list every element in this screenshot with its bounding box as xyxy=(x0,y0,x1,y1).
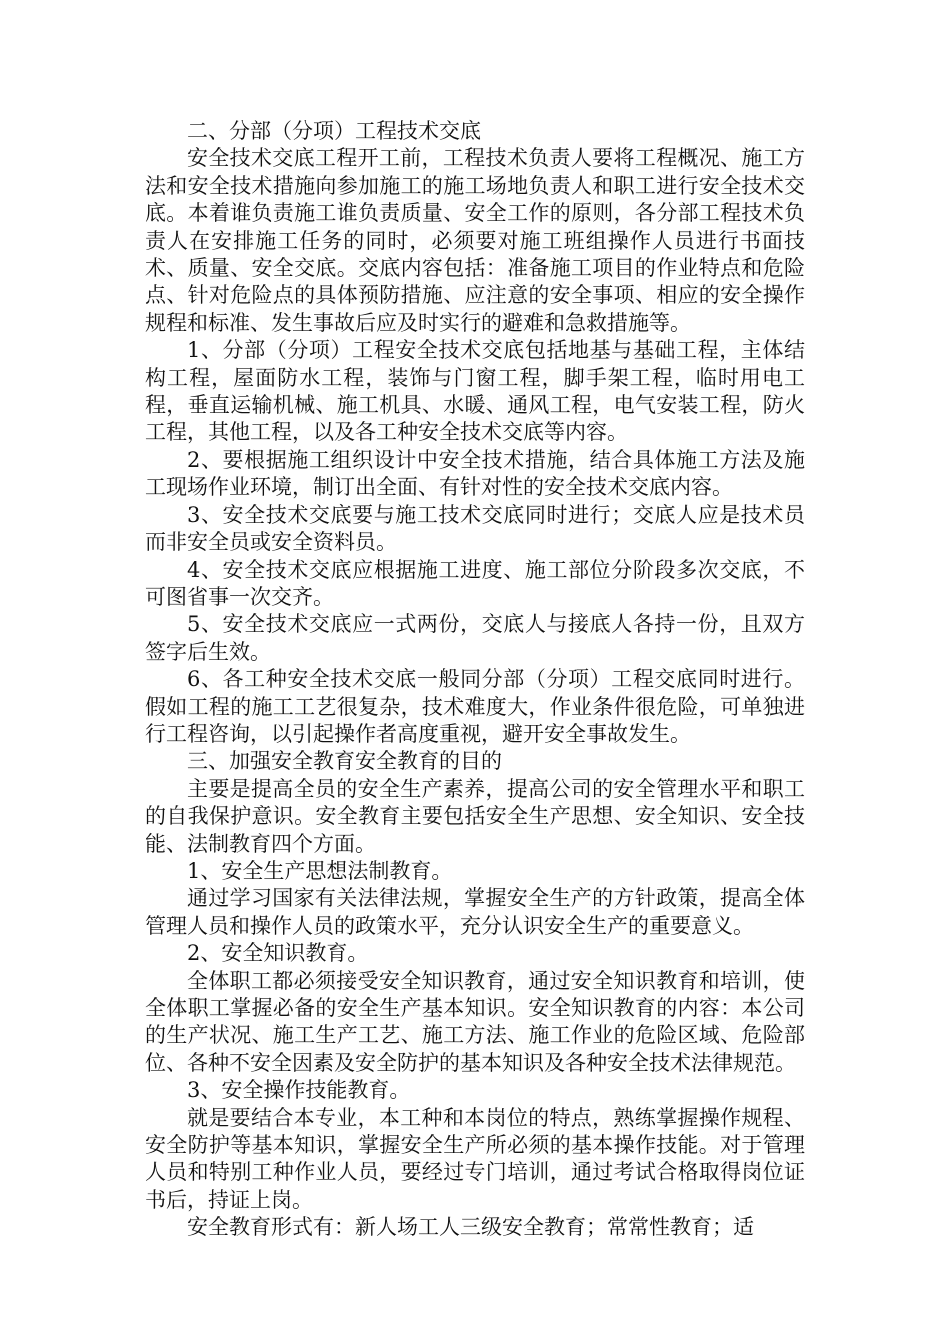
list-item-briefing-1: 1、分部（分项）工程安全技术交底包括地基与基础工程，主体结构工程，屋面防水工程，装饰与门窗工程，脚手架工程，临时用电工程，垂直运输机械、施工机具、水暖、通风工程，电气安装工程，防火工程，其他工程，以及各工种安全技术交底等内容。 xyxy=(145,338,805,445)
paragraph-education-purpose: 主要是提高全员的安全生产素养，提高公司的安全管理水平和职工的自我保护意识。安全教育主要包括安全生产思想、安全知识、安全技能、法制教育四个方面。 xyxy=(145,776,805,856)
list-item-briefing-5: 5、安全技术交底应一式两份，交底人与接底人各持一份，且双方签字后生效。 xyxy=(145,612,805,664)
section-heading-safety-education: 三、加强安全教育安全教育的目的 xyxy=(187,749,502,774)
list-item-briefing-3: 3、安全技术交底要与施工技术交底同时进行；交底人应是技术员而非安全员或安全资料员。 xyxy=(145,502,805,555)
paragraph-skills-education: 就是要结合本专业，本工种和本岗位的特点，熟练掌握操作规程、安全防护等基本知识，掌握安全生产所必须的基本操作技能。对于管理人员和特别工种作业人员，要经过专门培训，通过考试合格取得岗位证书后，持证上岗。 xyxy=(145,1105,805,1212)
paragraph-education-forms: 安全教育形式有：新人场工人三级安全教育；常常性教育；适 xyxy=(187,1215,754,1240)
paragraph-briefing-overview: 安全技术交底工程开工前，工程技术负责人要将工程概况、施工方法和安全技术措施向参加施工的施工场地负责人和职工进行安全技术交底。本着谁负责施工谁负责质量、安全工作的原则，各分部工程技术负责人在安排施工任务的同时，必须要对施工班组操作人员进行书面技术、质量、安全交底。交底内容包括：准备施工项目的作业特点和危险点、针对危险点的具体预防措施、应注意的安全事项、相应的安全操作规程和标准、发生事故后应及时实行的避难和急救措施等。 xyxy=(145,146,805,335)
subheading-skills-education: 3、安全操作技能教育。 xyxy=(187,1078,411,1103)
list-item-briefing-4: 4、安全技术交底应根据施工进度、施工部位分阶段多次交底，不可图省事一次交齐。 xyxy=(145,557,805,609)
subheading-ideology-law-education: 1、安全生产思想法制教育。 xyxy=(187,858,453,883)
paragraph-knowledge-education: 全体职工都必须接受安全知识教育，通过安全知识教育和培训，使全体职工掌握必备的安全生产基本知识。安全知识教育的内容：本公司的生产状况、施工生产工艺、施工方法、施工作业的危险区域、危险部位、各种不安全因素及安全防护的基本知识及各种安全技术法律规范。 xyxy=(145,968,805,1075)
list-item-briefing-2: 2、要根据施工组织设计中安全技术措施，结合具体施工方法及施工现场作业环境，制订出全面、有针对性的安全技术交底内容。 xyxy=(145,447,805,500)
subheading-knowledge-education: 2、安全知识教育。 xyxy=(187,941,369,966)
document-body xyxy=(145,118,805,1242)
paragraph-ideology-law-education: 通过学习国家有关法律法规，掌握安全生产的方针政策，提高全体管理人员和操作人员的政策水平，充分认识安全生产的重要意义。 xyxy=(145,886,805,938)
list-item-briefing-6: 6、各工种安全技术交底一般同分部（分项）工程交底同时进行。假如工程的施工工艺很复杂，技术难度大，作业条件很危险，可单独进行工程咨询，以引起操作者高度重视，避开安全事故发生。 xyxy=(145,667,805,746)
section-heading-technical-briefing: 二、分部（分项）工程技术交底 xyxy=(187,119,481,143)
